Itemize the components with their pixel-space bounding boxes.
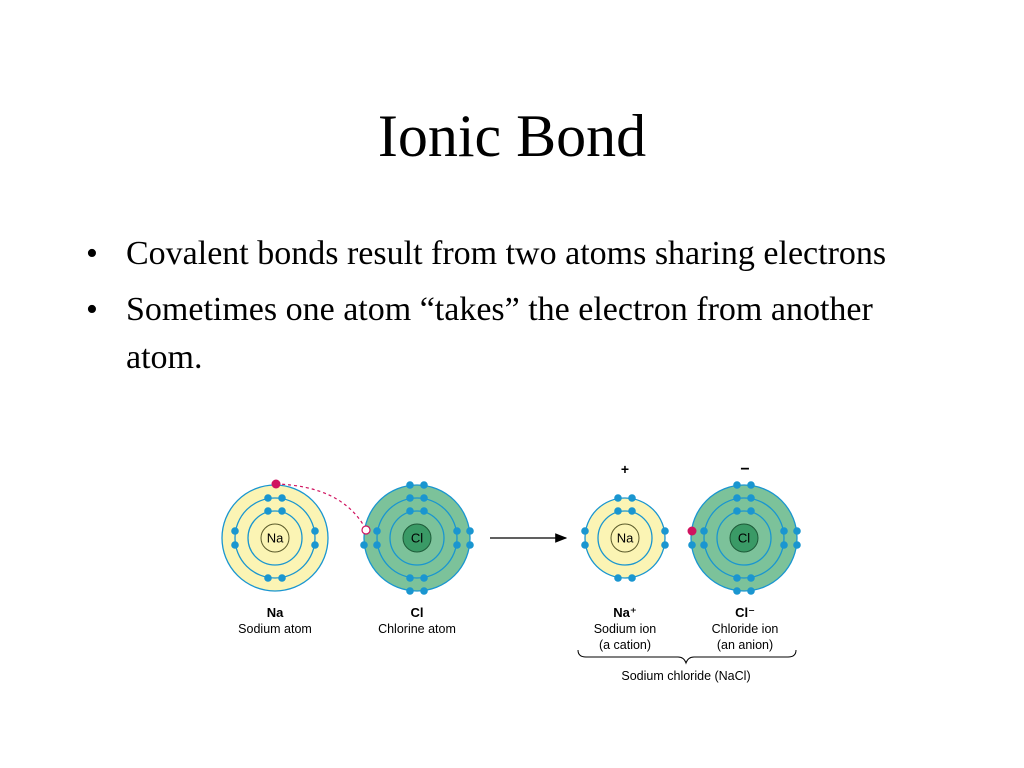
electron <box>311 541 319 549</box>
electron <box>406 574 414 582</box>
electron <box>614 574 622 582</box>
electron <box>406 494 414 502</box>
gained-electron <box>688 527 697 536</box>
electron <box>406 587 414 595</box>
anion-charge: − <box>740 461 750 478</box>
sodium-ion-symbol-label: Na⁺ <box>613 605 637 620</box>
atom-symbol: Na <box>616 530 634 546</box>
electron <box>420 481 428 489</box>
electron <box>264 507 272 515</box>
electron-vacancy <box>362 526 370 534</box>
electron <box>614 494 622 502</box>
electron <box>747 494 755 502</box>
electron <box>747 507 755 515</box>
chlorine-atom-symbol-label: Cl <box>410 605 424 620</box>
transferred-electron <box>272 480 281 489</box>
electron <box>231 541 239 549</box>
bullet-dot: • <box>86 235 98 272</box>
electron <box>360 541 368 549</box>
atom-symbol: Cl <box>737 530 751 546</box>
electron <box>278 494 286 502</box>
electron <box>661 527 669 535</box>
electron <box>793 541 801 549</box>
bullet-text: Covalent bonds result from two atoms sharing electrons <box>126 235 887 272</box>
electron <box>793 527 801 535</box>
electron <box>420 587 428 595</box>
electron <box>453 541 461 549</box>
electron <box>406 481 414 489</box>
atom-symbol: Na <box>266 530 284 546</box>
electron <box>466 527 474 535</box>
electron <box>733 587 741 595</box>
electron <box>373 541 381 549</box>
chlorine-atom-name: Chlorine atom <box>378 622 456 636</box>
electron <box>278 574 286 582</box>
electron <box>406 507 414 515</box>
slide-title: Ionic Bond <box>377 103 647 169</box>
electron <box>700 527 708 535</box>
sodium-atom-symbol-label: Na <box>266 605 284 620</box>
sodium-ion-note: (a cation) <box>598 638 652 652</box>
bullet-dot: • <box>86 291 98 328</box>
chloride-ion-name: Chloride ion <box>711 622 779 636</box>
sodium-atom <box>222 485 328 591</box>
electron <box>373 527 381 535</box>
chloride-ion <box>688 481 801 595</box>
electron <box>311 527 319 535</box>
electron <box>747 481 755 489</box>
electron <box>733 481 741 489</box>
electron <box>780 527 788 535</box>
bullet-quoted-word: “takes” <box>419 291 520 328</box>
electron <box>628 574 636 582</box>
electron <box>747 574 755 582</box>
electron <box>780 541 788 549</box>
electron <box>614 507 622 515</box>
electron <box>581 541 589 549</box>
sodium-ion <box>581 494 669 582</box>
electron <box>700 541 708 549</box>
electron <box>628 507 636 515</box>
bullet-text-part: the electron from another atom. <box>126 291 873 376</box>
electron <box>231 527 239 535</box>
electron <box>420 507 428 515</box>
electron <box>264 574 272 582</box>
electron <box>420 494 428 502</box>
chloride-ion-note: (an anion) <box>716 638 774 652</box>
electron <box>466 541 474 549</box>
electron <box>278 507 286 515</box>
electron <box>733 507 741 515</box>
electron <box>453 527 461 535</box>
electron <box>264 494 272 502</box>
chloride-ion-symbol-label: Cl⁻ <box>735 605 755 620</box>
electron <box>420 574 428 582</box>
electron <box>747 587 755 595</box>
atom-symbol: Cl <box>410 530 424 546</box>
electron <box>733 494 741 502</box>
electron <box>628 494 636 502</box>
chlorine-atom <box>360 481 474 595</box>
electron <box>661 541 669 549</box>
sodium-atom-name: Sodium atom <box>238 622 312 636</box>
compound-label: Sodium chloride (NaCl) <box>621 669 751 683</box>
electron <box>733 574 741 582</box>
electron <box>688 541 696 549</box>
electron <box>581 527 589 535</box>
sodium-ion-name: Sodium ion <box>593 622 657 636</box>
bullet-text-part: Sometimes one atom <box>126 291 420 328</box>
cation-charge: + <box>620 461 630 477</box>
